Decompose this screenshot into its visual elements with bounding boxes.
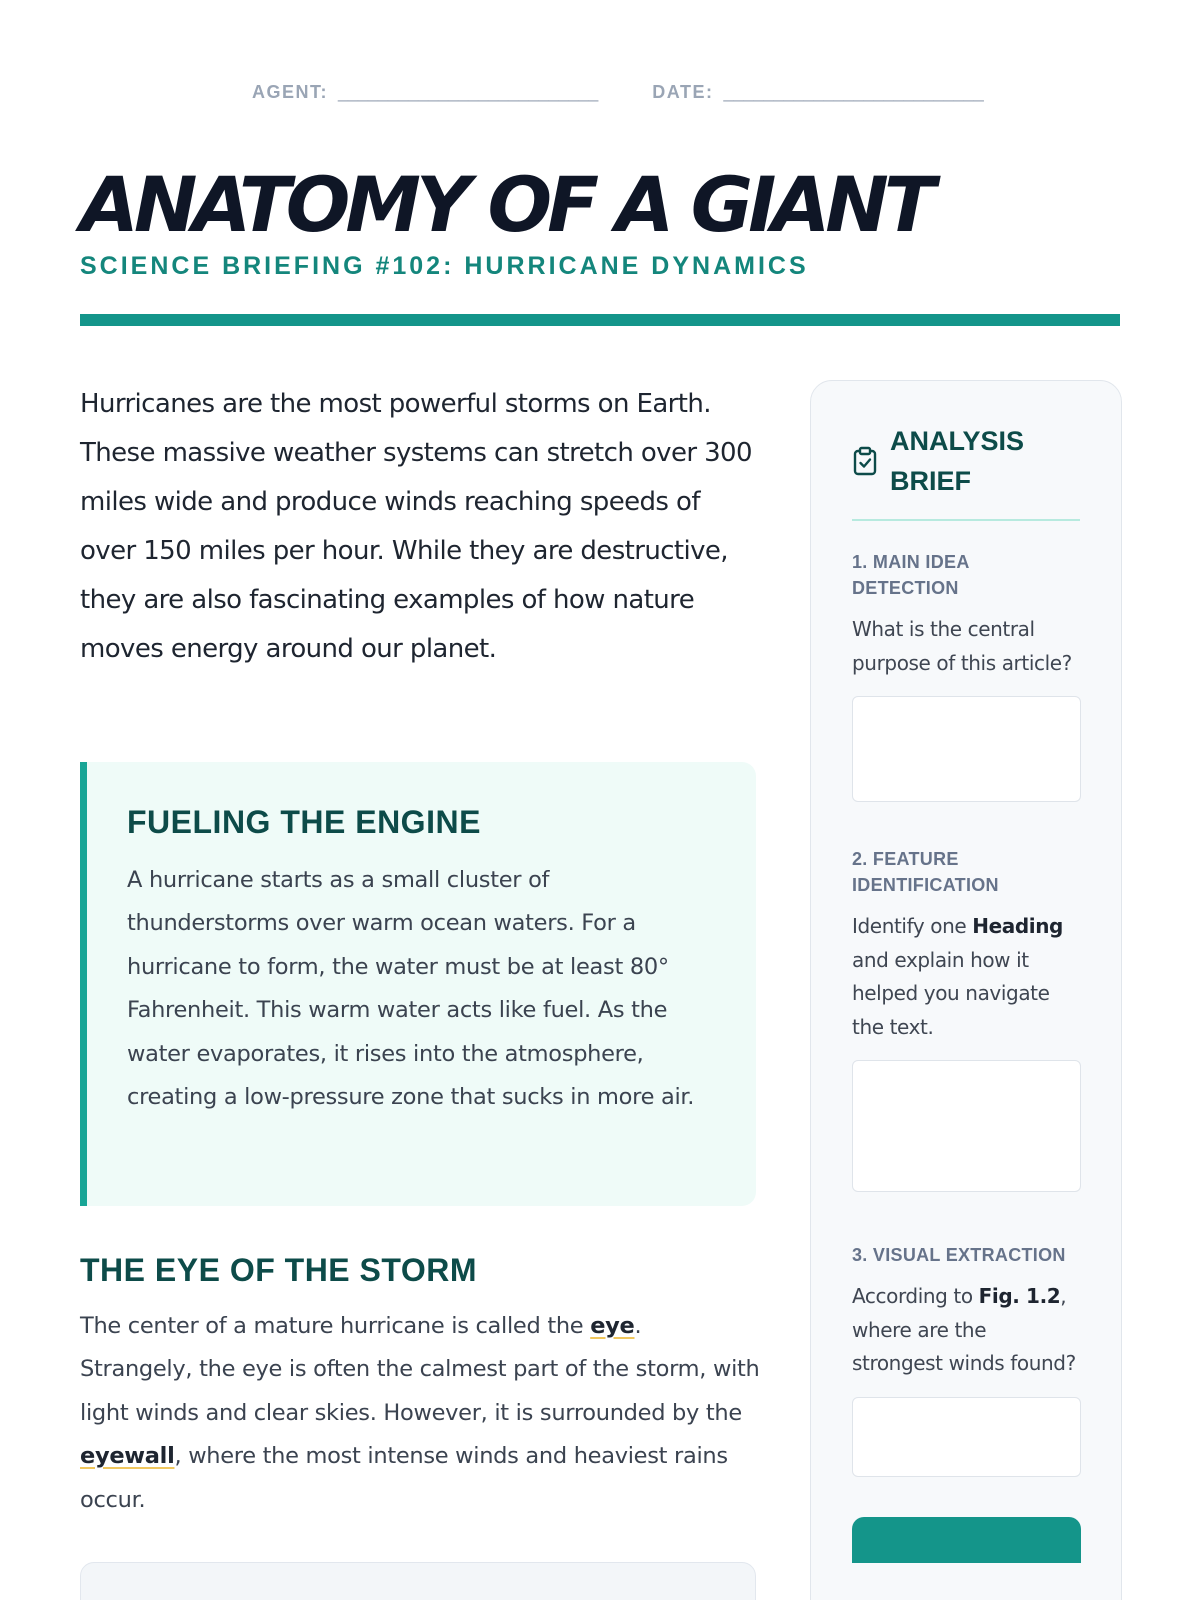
q2-text-part: Identify one	[852, 914, 973, 938]
agent-blank-line[interactable]: __________________________	[338, 82, 599, 102]
analysis-brief-sidebar	[810, 380, 1122, 1600]
fueling-callout	[80, 762, 756, 1206]
agent-field[interactable]	[252, 82, 598, 103]
clipboard-check-icon	[852, 446, 878, 476]
brief-title: ANALYSIS BRIEF	[890, 426, 1025, 496]
q3-text-part: , where are the strongest winds found?	[852, 1284, 1076, 1375]
q3-label: 3. VISUAL EXTRACTION	[852, 1245, 1066, 1265]
q2-text-part: and explain how it helped you navigate the text.	[852, 947, 1050, 1039]
q3-answer-box[interactable]	[852, 1397, 1081, 1477]
section-paragraph	[80, 1305, 760, 1522]
date-blank-line[interactable]: __________________________	[723, 82, 984, 102]
date-field[interactable]	[652, 82, 983, 103]
submit-button[interactable]	[852, 1517, 1081, 1563]
section-heading: THE EYE OF THE STORM	[80, 1252, 477, 1288]
section-text-part: , where the most intense winds and heaviest rains occur.	[80, 1443, 728, 1513]
meta-row	[252, 82, 984, 103]
q1-label: 1. MAIN IDEA DETECTION	[852, 552, 969, 598]
q2-answer-box[interactable]	[852, 1060, 1081, 1192]
title-divider	[80, 314, 1120, 326]
section-text-part: The center of a mature hurricane is called the	[80, 1313, 591, 1339]
page-subtitle: SCIENCE BRIEFING #102: HURRICANE DYNAMICS	[80, 252, 809, 280]
q1-answer-box[interactable]	[852, 696, 1081, 802]
date-label: DATE:	[652, 82, 714, 102]
term-eyewall: eyewall	[80, 1443, 175, 1470]
intro-paragraph: Hurricanes are the most powerful storms on Earth. These massive weather systems can stretch over 300 miles wide and produce winds reaching speeds of over 150 miles per hour. While they are destructive, they are also fascinating examples of how nature moves energy around our planet.	[80, 389, 752, 664]
callout-paragraph: A hurricane starts as a small cluster of thunderstorms over warm ocean waters. For a hurricane to form, the water must be at least 80° Fahrenheit. This warm water acts like fuel. As the water evaporates, it rises into the atmosphere, creating a low-pressure zone that sucks in more air.	[127, 867, 695, 1111]
brief-header	[852, 421, 1080, 521]
q3-emphasis: Fig. 1.2	[978, 1284, 1061, 1308]
q3-text-part: According to	[852, 1284, 979, 1308]
q1-prompt: What is the central purpose of this article?	[852, 617, 1072, 675]
term-eye: eye	[590, 1313, 635, 1339]
callout-heading: FUELING THE ENGINE	[127, 804, 481, 840]
q2-prompt	[852, 910, 1080, 1044]
q2-label: 2. FEATURE IDENTIFICATION	[852, 849, 999, 895]
section-text-part: . Strangely, the eye is often the calmest part of the storm, with light winds and clear skies. However, it is surrounded by the	[80, 1313, 760, 1426]
page-title: ANATOMY OF A GIANT	[80, 160, 931, 249]
agent-label: AGENT:	[252, 82, 328, 102]
figure-card	[80, 1562, 756, 1600]
q2-emphasis: Heading	[972, 914, 1063, 938]
q3-prompt	[852, 1280, 1080, 1381]
